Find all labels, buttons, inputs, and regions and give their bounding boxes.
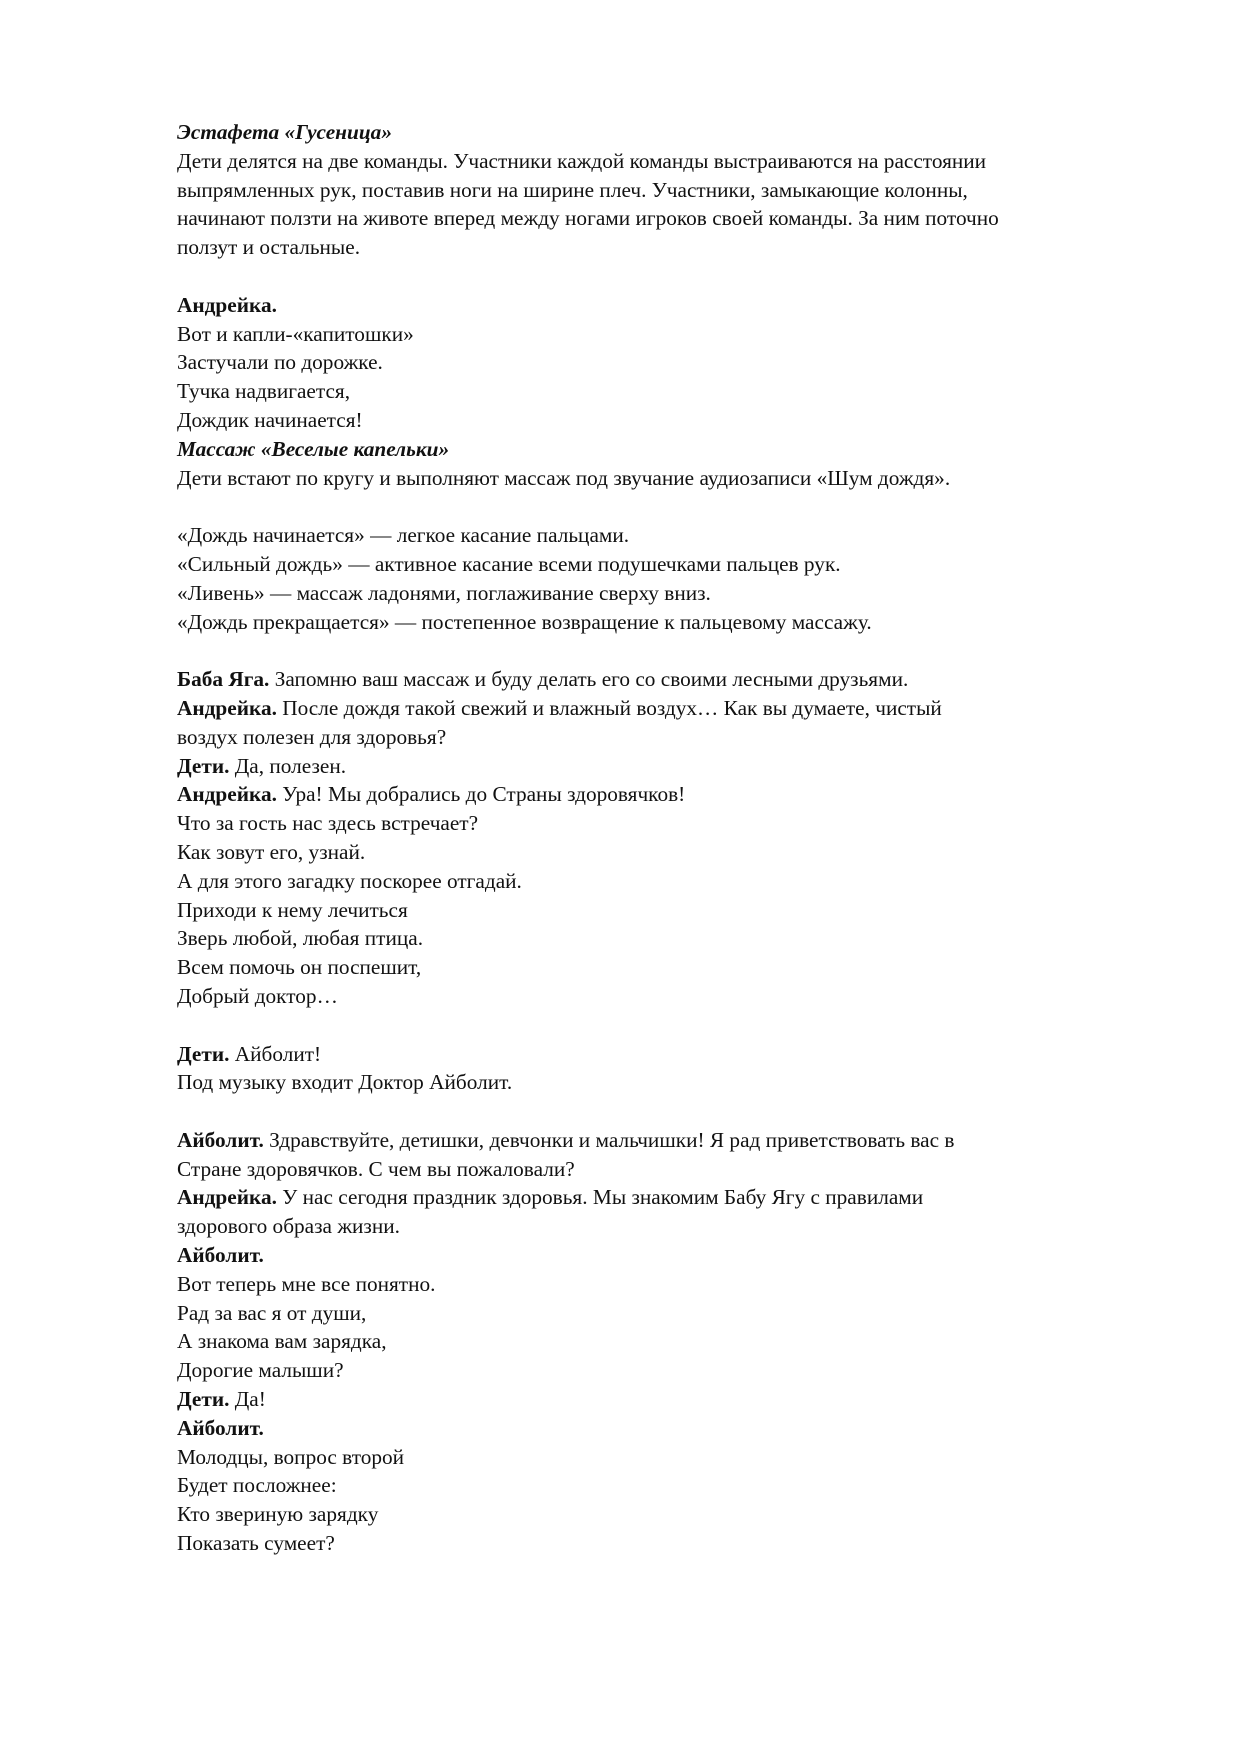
verse-line: Молодцы, вопрос второй <box>177 1444 405 1469</box>
document-page <box>177 118 1167 1558</box>
massage-step: «Сильный дождь» — активное касание всеми подушечками пальцев рук. <box>177 551 841 576</box>
blank-line <box>177 1097 1167 1126</box>
speaker-name: Айболит. <box>177 1415 264 1440</box>
verse-line: Тучка надвигается, <box>177 379 351 404</box>
stage-direction: Под музыку входит Доктор Айболит. <box>177 1070 513 1095</box>
verse-line: Дорогие малыши? <box>177 1358 344 1383</box>
paragraph-line: ползут и остальные. <box>177 235 361 260</box>
verse-line: Зверь любой, любая птица. <box>177 926 424 951</box>
massage-step: «Дождь прекращается» — постепенное возвращение к пальцевому массажу. <box>177 609 872 634</box>
speaker-name: Дети. <box>177 1387 230 1412</box>
paragraph-line: Дети встают по кругу и выполняют массаж под звучание аудиозаписи «Шум дождя». <box>177 465 951 490</box>
speaker-name: Андрейка. <box>177 1185 277 1210</box>
speaker-name: Дети. <box>177 753 230 778</box>
dialogue-text: Да, полезен. <box>229 753 347 778</box>
verse-line: Вот и капли-«капитошки» <box>177 321 414 346</box>
dialogue-line <box>177 1385 1167 1414</box>
verse-line: Застучали по дорожке. <box>177 350 383 375</box>
speaker-name: Дети. <box>177 1041 230 1066</box>
blank-line <box>177 492 1167 521</box>
dialogue-text: Запомню ваш массаж и буду делать его со своими лесными друзьями. <box>269 667 909 692</box>
dialogue-line <box>177 752 1167 781</box>
section-title: Эстафета «Гусеница» <box>177 120 392 144</box>
verse-line: А знакома вам зарядка, <box>177 1329 387 1354</box>
verse-line: Вот теперь мне все понятно. <box>177 1271 436 1296</box>
verse-line: Дождик начинается! <box>177 407 363 432</box>
paragraph-line: Дети делятся на две команды. Участники каждой команды выстраиваются на расстоянии <box>177 148 987 173</box>
dialogue-line <box>177 665 1167 694</box>
dialogue-line <box>177 780 1167 809</box>
speaker-name: Баба Яга. <box>177 667 270 692</box>
paragraph-line: начинают ползти на животе вперед между ногами игроков своей команды. За ним поточно <box>177 206 999 231</box>
dialogue-line: здорового образа жизни. <box>177 1214 400 1239</box>
blank-line <box>177 262 1167 291</box>
verse-line: Приходи к нему лечиться <box>177 897 408 922</box>
massage-step: «Дождь начинается» — легкое касание пальцами. <box>177 523 630 548</box>
verse-line: А для этого загадку поскорее отгадай. <box>177 868 522 893</box>
verse-line: Что за гость нас здесь встречает? <box>177 811 479 836</box>
dialogue-text: Ура! Мы добрались до Страны здоровячков! <box>276 782 686 807</box>
speaker-name: Андрейка. <box>177 292 277 317</box>
blank-line <box>177 636 1167 665</box>
dialogue-text: Да! <box>229 1387 266 1412</box>
dialogue-text: Здравствуйте, детишки, девчонки и мальчишки! Я рад приветствовать вас в <box>263 1127 955 1152</box>
dialogue-line: воздух полезен для здоровья? <box>177 724 447 749</box>
section-title: Массаж «Веселые капельки» <box>177 436 450 461</box>
dialogue-line <box>177 694 1167 723</box>
dialogue-line <box>177 1183 1167 1212</box>
dialogue-line <box>177 1126 1167 1155</box>
verse-line: Добрый доктор… <box>177 983 338 1008</box>
paragraph-line: выпрямленных рук, поставив ноги на ширине плеч. Участники, замыкающие колонны, <box>177 177 968 202</box>
speaker-name: Айболит. <box>177 1127 264 1152</box>
dialogue-text: После дождя такой свежий и влажный воздух… Как вы думаете, чистый <box>276 695 942 720</box>
dialogue-text: Айболит! <box>229 1041 322 1066</box>
dialogue-line: Стране здоровячков. С чем вы пожаловали? <box>177 1156 575 1181</box>
massage-step: «Ливень» — массаж ладонями, поглаживание сверху вниз. <box>177 580 711 605</box>
dialogue-line <box>177 1040 1167 1069</box>
blank-line <box>177 1011 1167 1040</box>
verse-line: Всем помочь он поспешит, <box>177 955 422 980</box>
verse-line: Кто звериную зарядку <box>177 1502 379 1527</box>
speaker-name: Айболит. <box>177 1243 264 1268</box>
dialogue-text: У нас сегодня праздник здоровья. Мы знакомим Бабу Ягу с правилами <box>276 1185 924 1210</box>
verse-line: Рад за вас я от души, <box>177 1300 367 1325</box>
speaker-name: Андрейка. <box>177 782 277 807</box>
verse-line: Будет посложнее: <box>177 1473 337 1498</box>
verse-line: Как зовут его, узнай. <box>177 839 366 864</box>
speaker-name: Андрейка. <box>177 695 277 720</box>
verse-line: Показать сумеет? <box>177 1531 335 1556</box>
